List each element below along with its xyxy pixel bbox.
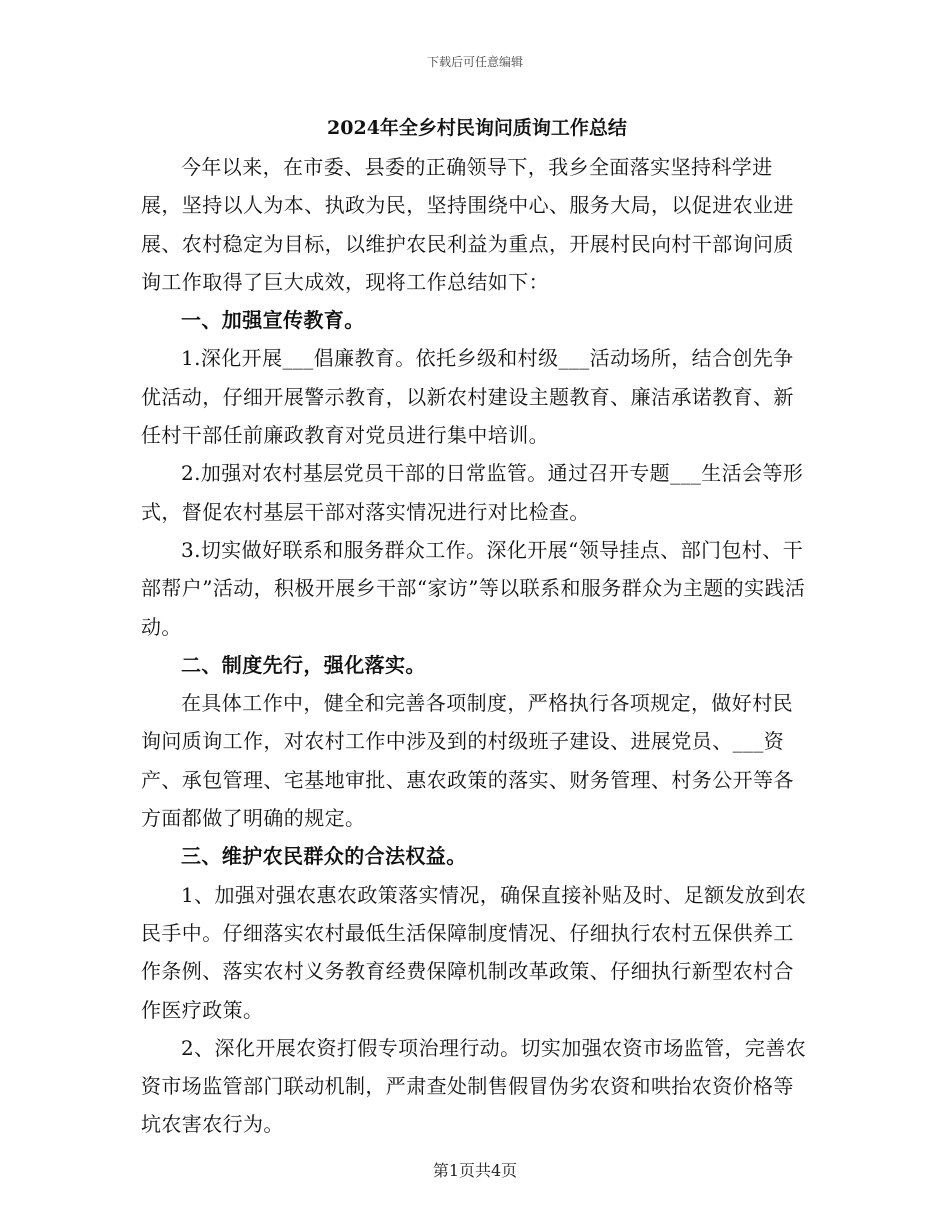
section-heading-2: 二、制度先行，强化落实。 <box>181 652 426 677</box>
document-title: 2024年全乡村民询问质询工作总结 <box>327 117 627 139</box>
paragraph-1-1: 1.深化开展___倡廉教育。依托乡级和村级___活动场所，结合创先争优活动，仔细开展警示教育，以新农村建设主题教育、廉洁承诺教育、新任村干部任前廉政教育对党员进行集中培训。 <box>141 346 794 448</box>
section-heading-1: 一、加强宣传教育。 <box>181 308 365 333</box>
intro-paragraph: 今年以来，在市委、县委的正确领导下，我乡全面落实坚持科学进展，坚持以人为本、执政为民，坚持围绕中心、服务大局，以促进农业进展、农村稳定为目标，以维护农民利益为重点，开展村民向村干部询问质询工作取得了巨大成效，现将工作总结如下： <box>141 155 794 294</box>
document-body <box>141 112 813 1144</box>
page-footer: 第1页共4页 <box>432 1161 518 1180</box>
paragraph-1-3: 3.切实做好联系和服务群众工作。深化开展“领导挂点、部门包村、干部帮户”活动，积极开展乡干部“家访”等以联系和服务群众为主题的实践活动。 <box>141 537 806 639</box>
paragraph-3-1: 1、加强对强农惠农政策落实情况，确保直接补贴及时、足额发放到农民手中。仔细落实农村最低生活保障制度情况、仔细执行农村五保供养工作条例、落实农村义务教育经费保障机制改革政策、仔细执行新型农村合作医疗政策。 <box>141 882 807 1022</box>
paragraph-2-1: 在具体工作中，健全和完善各项制度，严格执行各项规定，做好村民询问质询工作，对农村工作中涉及到的村级班子建设、进展党员、___资产、承包管理、宅基地审批、惠农政策的落实、财务管理、村务公开等各方面都做了明确的规定。 <box>141 691 794 831</box>
page-header: 下载后可任意编辑 <box>426 55 523 69</box>
paragraph-3-2: 2、深化开展农资打假专项治理行动。切实加强农资市场监管，完善农资市场监管部门联动机制，严肃查处制售假冒伪劣农资和哄抬农资价格等坑农害农行为。 <box>141 1035 807 1137</box>
section-heading-3: 三、维护农民群众的合法权益。 <box>181 844 467 869</box>
paragraph-1-2: 2.加强对农村基层党员干部的日常监管。通过召开专题___生活会等形式，督促农村基层干部对落实情况进行对比检查。 <box>141 461 804 524</box>
